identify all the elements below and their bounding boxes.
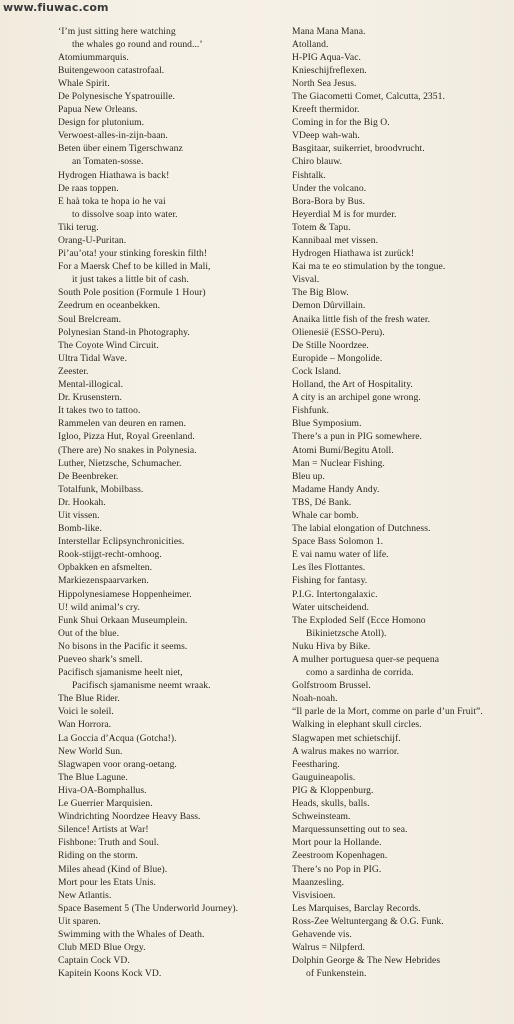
text-line: Interstellar Eclipsynchronicities. [58,536,185,548]
text-line: of Funkenstein. [306,968,367,980]
text-line: TBS, Dé Bank. [292,496,352,508]
text-line: Riding on the storm. [58,850,138,862]
text-line: Captain Cock VD. [58,955,130,967]
text-line: an Tomaten-sosse. [72,156,144,168]
text-line: Buitengewoon catastrofaal. [58,64,165,76]
text-line: Fishbone: Truth and Soul. [58,837,159,849]
text-line: A city is an archipel gone wrong. [292,392,421,404]
text-line: Kapitein Koons Kock VD. [58,968,162,980]
text-line: Whale car bomb. [292,509,359,521]
text-line: The Coyote Wind Circuit. [58,339,159,351]
text-line: Mort pour la Hollande. [292,837,382,849]
text-line: The Blue Rider. [58,693,120,705]
text-line: A mulher portuguesa quer-se pequena [292,654,440,665]
text-line: For a Maersk Chef to be killed in Mali, [58,261,211,273]
text-line: Wan Horrora. [58,719,112,731]
text-line: Mental-illogical. [58,379,124,391]
text-line: Heads, skulls, balls. [292,798,370,810]
text-line: to dissolve soap into water. [72,208,178,220]
text-line: De raas toppen. [58,182,119,194]
text-line: Holland, the Art of Hospitality. [292,379,413,391]
text-line: Les Marquises, Barclay Records. [292,902,421,914]
text-line: Water uitscheidend. [292,601,369,613]
text-line: Madame Handy Andy. [292,483,380,495]
text-line: Man = Nuclear Fishing. [292,457,385,469]
text-line: Heyerdial M is for murder. [292,208,397,220]
text-line: Rook-stijgt-recht-omhoog. [58,549,162,561]
text-line: Feestharing. [292,758,340,770]
text-line: it just takes a little bit of cash. [72,274,189,286]
text-line: Igloo, Pizza Hut, Royal Greenland. [58,431,195,443]
text-line: P.I.G. Intertongalaxic. [292,588,378,600]
text-line: Hydrogen Hiathawa ist zurück! [292,248,415,260]
text-line: A walrus makes no warrior. [292,745,400,757]
text-line: Nuku Hiva by Bike. [292,640,371,652]
text-line: Verwoest-alles-in-zijn-baan. [58,130,168,142]
text-line: Uit vissen. [58,509,100,521]
text-line: Hippolynesiamese Hoppenheimer. [58,588,192,600]
text-line: como a sardinha de corrida. [306,667,414,679]
text-line: Fishing for fantasy. [292,575,368,587]
text-line: U! wild animal’s cry. [58,601,140,613]
text-line: Le Guerrier Marquisien. [58,798,153,810]
text-line: Polynesian Stand-in Photography. [58,326,190,338]
text-line: PIG & Kloppenburg. [292,784,374,796]
text-line: ‘I’m just sitting here watching [58,25,176,37]
text-line: Walrus = Nilpferd. [292,942,365,954]
text-line: There’s no Pop in PIG. [292,863,382,875]
text-line: De Stille Noordzee. [292,339,369,351]
text-line: Mort pour les Etats Unis. [58,876,156,888]
text-line: Visval. [292,274,320,286]
text-line: Cock Island. [292,365,342,377]
text-line: Papua New Orleans. [58,104,138,116]
text-line: The Blue Lagune. [58,771,128,783]
text-line: (There are) No snakes in Polynesia. [58,444,197,456]
text-line: Olienesië (ESSO-Peru). [292,326,385,338]
text-line: Marquessunsetting out to sea. [292,824,408,836]
text-line: Beten über einem Tigerschwanz [58,143,183,155]
text-line: Zeestroom Kopenhagen. [292,850,388,862]
text-line: Walking in elephant skull circles. [292,719,422,731]
text-line: There’s a pun in PIG somewhere. [292,431,422,443]
text-line: The labial elongation of Dutchness. [292,523,431,535]
text-line: Bleu up. [292,470,325,482]
text-line: Fishtalk. [292,169,326,181]
text-line: Les îles Flottantes. [292,562,366,574]
text-line: Pacifisch sjamanisme neemt wraak. [72,680,211,692]
text-line: Swimming with the Whales of Death. [58,928,205,940]
text-line: No bisons in the Pacific it seems. [58,640,188,652]
text-line: Golfstroom Brussel. [292,680,371,692]
text-line: Bomb-like. [58,523,102,535]
text-line: Blue Symposium. [292,418,362,430]
text-line: Windrichting Noordzee Heavy Bass. [58,811,201,823]
text-line: Hiva-OA-Bomphallus. [58,784,147,796]
text-line: Mana Mana Mana. [292,25,366,37]
text-line: Visvisioen. [292,889,336,901]
text-line: VDeep wah-wah. [292,130,360,142]
text-line: Ross-Zee Weltuntergang & O.G. Funk. [292,915,444,927]
text-line: De Polynesische Yspatrouille. [58,90,175,102]
text-line: Kreeft thermidor. [292,104,360,116]
text-line: Whale Spirit. [58,77,110,89]
text-line: Pacifisch sjamanisme heelt niet, [58,667,183,679]
text-line: Anaika little fish of the fresh water. [292,313,431,325]
text-line: Space Bass Solomon 1. [292,536,384,548]
text-line: It takes two to tattoo. [58,405,141,417]
text-line: Pi’au’ota! your stinking foreskin filth! [58,248,208,260]
text-line: Ultra Tidal Wave. [58,352,127,364]
text-line: Dr. Krusenstern. [58,392,122,404]
text-line: Voici le soleil. [58,706,114,718]
text-line: Space Basement 5 (The Underworld Journey). [58,902,239,914]
watermark-url: www.fiuwac.com [3,1,109,14]
text-line: Basgitaar, suikerriet, broodvrucht. [292,143,425,155]
text-line: Funk Shui Orkaan Museumplein. [58,614,188,626]
text-line: Out of the blue. [58,627,120,639]
text-line: Soul Brelcream. [58,313,122,325]
text-line: Gehavende vis. [292,928,352,940]
text-line: New World Sun. [58,745,123,757]
text-line: Totalfunk, Mobilbass. [58,483,144,495]
left-text-column [58,25,278,981]
text-line: H-PIG Aqua-Vac. [292,51,361,63]
text-line: the whales go round and round...’ [72,38,203,50]
text-line: De Beenbreker. [58,470,119,482]
text-line: Design for plutonium. [58,117,145,129]
text-line: Rammelen van deuren en ramen. [58,418,186,430]
text-line: Club MED Blue Orgy. [58,942,146,954]
text-line: Kannibaal met vissen. [292,235,379,246]
text-line: Knieschijfreflexen. [292,64,367,76]
text-line: Markiezenspaarvarken. [58,575,149,587]
text-line: Kai ma te eo stimulation by the tongue. [292,261,446,273]
text-line: Slagwapen voor orang-oetang. [58,758,177,770]
text-line: Schweinsteam. [292,811,351,823]
text-line: Bikinietzsche Atoll). [306,627,387,639]
text-line: North Sea Jesus. [292,77,357,89]
text-line: Demon Dûrvillain. [292,300,366,312]
text-line: Tiki terug. [58,221,99,233]
right-text-column [292,25,510,981]
text-line: South Pole position (Formule 1 Hour) [58,287,206,299]
text-line: Miles ahead (Kind of Blue). [58,863,168,875]
text-line: Silence! Artists at War! [58,824,149,836]
text-line: The Giacometti Comet, Calcutta, 2351. [292,90,445,102]
text-line: The Exploded Self (Ecce Homono [292,614,426,626]
text-line: Opbakken en afsmelten. [58,562,153,574]
text-line: Coming in for the Big O. [292,117,390,129]
text-line: La Goccia d’Acqua (Gotcha!). [58,732,177,744]
text-line: Dolphin George & The New Hebrides [292,955,441,967]
text-line: Totem & Tapu. [292,221,351,233]
text-line: Orang-U-Puritan. [58,235,127,246]
text-line: Chiro blauw. [292,156,343,168]
text-line: Slagwapen met schietschijf. [292,732,401,744]
text-line: Noah-noah. [292,693,338,705]
text-line: Hydrogen Hiathawa is back! [58,169,170,181]
text-line: Zeester. [58,365,89,377]
text-line: Atomi Bumi/Begitu Atoll. [292,444,394,456]
text-line: Fishfunk. [292,405,329,417]
text-line: Pueveo shark’s smell. [58,654,143,665]
text-line: Zeedrum en oceanbekken. [58,300,161,312]
text-line: Luther, Nietzsche, Schumacher. [58,457,182,469]
text-line: Atomiummarquis. [58,51,129,63]
text-line: E haà toka te hopa io he vai [58,195,166,207]
text-line: Europide – Mongolide. [292,352,383,364]
text-line: New Atlantis. [58,889,112,901]
text-line: Atolland. [292,38,329,50]
text-line: “Il parle de la Mort, comme on parle d’un Fruit”. [292,706,483,718]
text-line: Uit sparen. [58,915,101,927]
text-line: Maanzesling. [292,876,345,888]
text-line: The Big Blow. [292,287,349,299]
text-line: Bora-Bora by Bus. [292,195,366,207]
text-line: E vai namu water of life. [292,549,389,561]
text-line: Under the volcano. [292,182,367,194]
text-line: Dr. Hookah. [58,496,106,508]
text-line: Gauguineapolis. [292,771,356,783]
